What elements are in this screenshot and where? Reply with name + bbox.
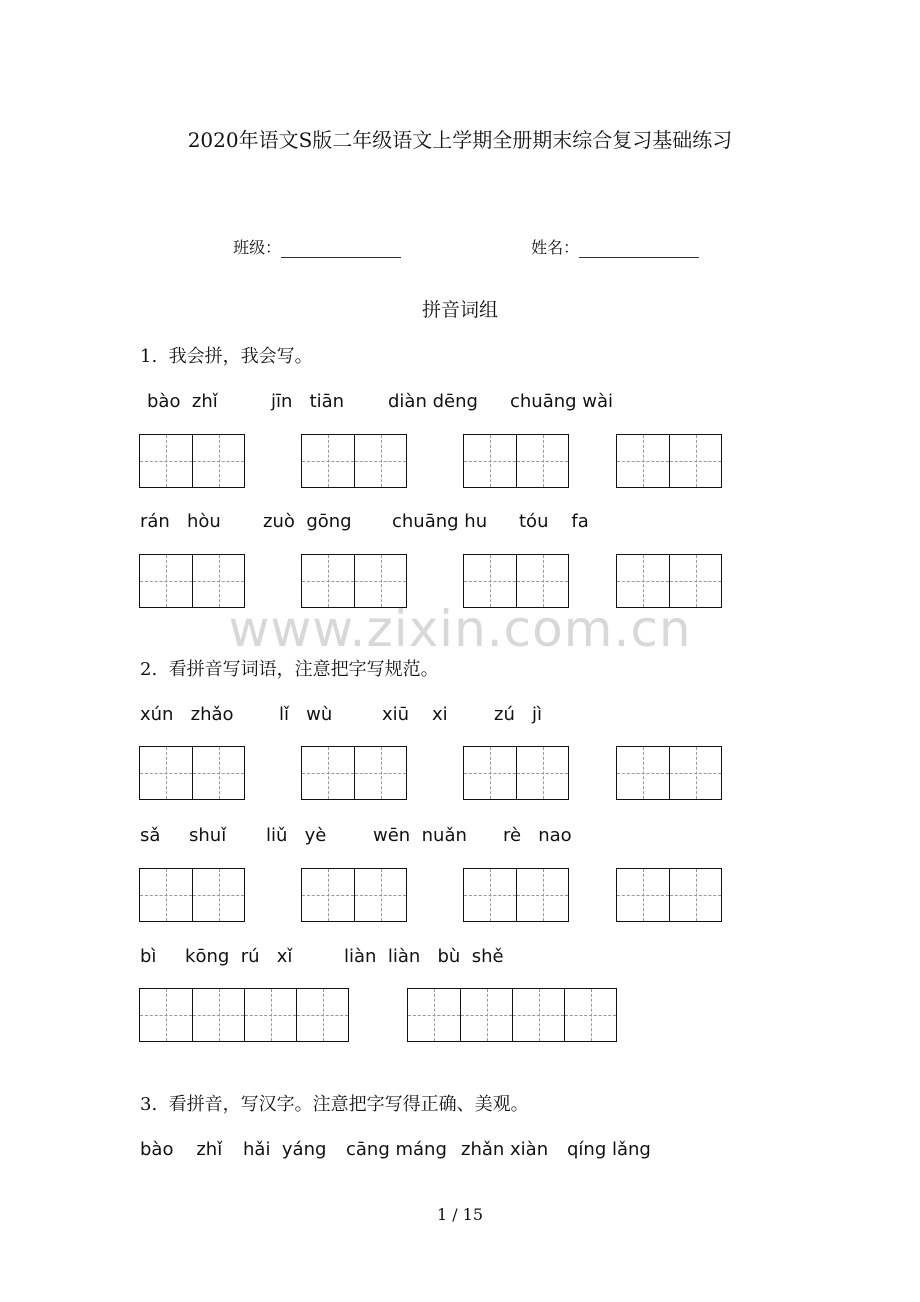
class-blank[interactable] [281, 239, 401, 258]
question-2-heading: 2. 看拼音写词语，注意把字写规范。 [140, 659, 439, 680]
writing-cell[interactable] [354, 747, 406, 799]
pinyin: cāng máng [346, 1139, 447, 1160]
pinyin: zuò gōng [263, 511, 352, 532]
name-blank[interactable] [579, 239, 699, 258]
writing-grid[interactable] [139, 746, 245, 800]
pinyin: zhǎn xiàn [461, 1139, 549, 1160]
writing-cell[interactable] [140, 747, 192, 799]
writing-cell[interactable] [140, 869, 192, 921]
question-1-heading: 1. 我会拼，我会写。 [140, 346, 313, 367]
writing-grid[interactable] [301, 868, 407, 922]
pinyin: qíng lǎng [567, 1139, 651, 1160]
writing-cell[interactable] [354, 869, 406, 921]
writing-grid[interactable] [616, 434, 722, 488]
writing-grid[interactable] [407, 988, 617, 1042]
writing-cell[interactable] [192, 747, 244, 799]
pinyin: xún zhǎo [140, 704, 234, 725]
writing-cell[interactable] [192, 435, 244, 487]
name-field [521, 216, 699, 258]
pinyin: chuāng hu [392, 511, 488, 532]
pinyin: jīn tiān [271, 391, 345, 412]
pinyin: hǎi yáng [243, 1139, 327, 1160]
writing-grid[interactable] [463, 434, 569, 488]
pinyin: xiū xi [382, 704, 448, 725]
watermark: www.zixin.com.cn [228, 600, 692, 658]
writing-cell[interactable] [617, 869, 669, 921]
writing-cell[interactable] [140, 435, 192, 487]
pinyin: bào zhǐ [147, 391, 218, 412]
name-label: 姓名： [531, 238, 580, 257]
writing-cell[interactable] [464, 747, 516, 799]
writing-cell[interactable] [354, 435, 406, 487]
pinyin: lǐ wù [279, 704, 333, 725]
writing-grid[interactable] [139, 988, 349, 1042]
writing-grid[interactable] [463, 868, 569, 922]
writing-cell[interactable] [302, 747, 354, 799]
page-number: 1 / 15 [436, 1205, 484, 1224]
writing-grid[interactable] [463, 746, 569, 800]
class-field [223, 216, 401, 258]
writing-grid[interactable] [616, 868, 722, 922]
writing-grid[interactable] [616, 746, 722, 800]
writing-cell[interactable] [516, 435, 568, 487]
writing-grid[interactable] [139, 434, 245, 488]
writing-cell[interactable] [669, 435, 721, 487]
pinyin: chuāng wài [510, 391, 614, 412]
writing-cell[interactable] [296, 989, 348, 1041]
writing-cell[interactable] [460, 989, 512, 1041]
pinyin: liàn liàn bù shě [344, 946, 504, 967]
document-title: 2020年语文S版二年级语文上学期全册期末综合复习基础练习 [187, 128, 733, 152]
writing-cell[interactable] [302, 435, 354, 487]
writing-grid[interactable] [139, 868, 245, 922]
writing-grid[interactable] [301, 746, 407, 800]
pinyin: rán hòu [140, 511, 221, 532]
pinyin: rè nao [503, 825, 572, 846]
writing-cell[interactable] [564, 989, 616, 1041]
pinyin: tóu fa [519, 511, 589, 532]
writing-cell[interactable] [516, 747, 568, 799]
writing-grid[interactable] [301, 434, 407, 488]
writing-cell[interactable] [192, 989, 244, 1041]
pinyin: bào zhǐ [140, 1139, 223, 1160]
writing-cell[interactable] [464, 869, 516, 921]
pinyin: wēn nuǎn [373, 825, 467, 846]
pinyin: bì kōng rú xǐ [140, 946, 293, 967]
writing-cell[interactable] [244, 989, 296, 1041]
writing-cell[interactable] [192, 869, 244, 921]
writing-cell[interactable] [669, 747, 721, 799]
class-label: 班级： [233, 238, 282, 257]
writing-cell[interactable] [140, 989, 192, 1041]
writing-cell[interactable] [617, 435, 669, 487]
section-title: 拼音词组 [421, 299, 498, 321]
pinyin: sǎ shuǐ [140, 825, 227, 846]
writing-cell[interactable] [408, 989, 460, 1041]
writing-cell[interactable] [669, 869, 721, 921]
pinyin: diàn dēng [388, 391, 478, 412]
writing-cell[interactable] [512, 989, 564, 1041]
pinyin: zú jì [494, 704, 543, 725]
writing-cell[interactable] [302, 869, 354, 921]
pinyin: liǔ yè [266, 825, 327, 846]
question-3-heading: 3. 看拼音，写汉字。注意把字写得正确、美观。 [140, 1094, 529, 1115]
writing-cell[interactable] [617, 747, 669, 799]
writing-cell[interactable] [516, 869, 568, 921]
writing-cell[interactable] [464, 435, 516, 487]
